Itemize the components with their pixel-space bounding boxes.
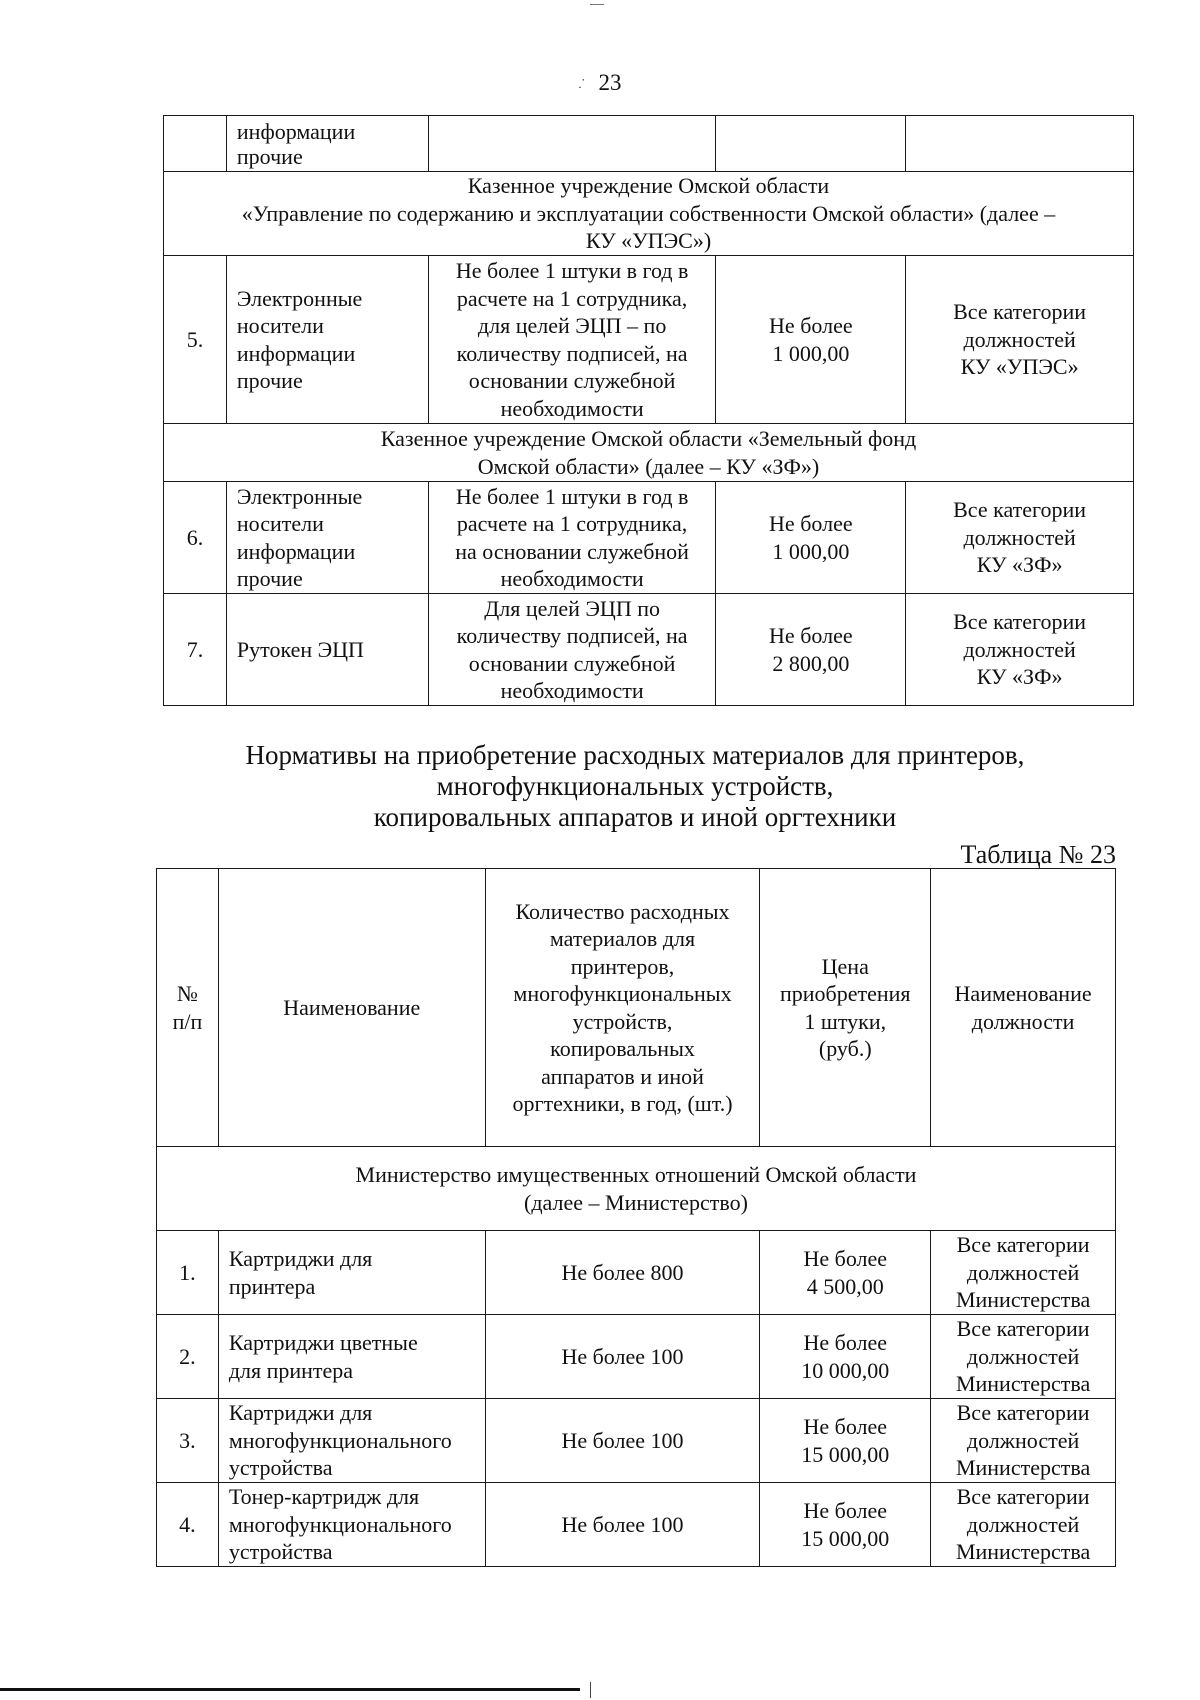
cell-position: Все категории должностей КУ «ЗФ» — [906, 594, 1134, 706]
cell-price: Не более 2 800,00 — [716, 594, 906, 706]
table-row — [164, 116, 1134, 172]
group-header-row — [157, 1147, 1116, 1231]
cell-price: Не более 15 000,00 — [760, 1399, 931, 1483]
cell-name: Тонер-картридж для многофункционального устройства — [218, 1483, 485, 1567]
cell-position: Все категории должностей Министерства — [931, 1315, 1116, 1399]
cell-num: 7. — [164, 594, 227, 706]
cell-quantity: Не более 100 — [485, 1483, 760, 1567]
group-header: Казенное учреждение Омской области «Управление по содержанию и эксплуатации собственности Омской области» (далее – КУ «УПЭС») — [164, 172, 1134, 256]
cell-name: информации прочие — [226, 116, 428, 172]
table-row — [157, 1231, 1116, 1315]
table-row — [157, 1483, 1116, 1567]
cell-quantity: Не более 100 — [485, 1399, 760, 1483]
cell-num: 6. — [164, 482, 227, 594]
cell-name: Электронные носители информации прочие — [226, 256, 428, 424]
cell-num — [164, 116, 227, 172]
cell-quantity — [428, 116, 716, 172]
page-edge-mark — [590, 0, 604, 5]
group-header: Казенное учреждение Омской области «Земельный фонд Омской области» (далее – КУ «ЗФ») — [164, 424, 1134, 482]
cell-name: Картриджи цветные для принтера — [218, 1315, 485, 1399]
scan-edge-line — [0, 1688, 580, 1691]
cell-quantity: Не более 100 — [485, 1315, 760, 1399]
table-row — [164, 482, 1134, 594]
cell-position: Все категории должностей Министерства — [931, 1399, 1116, 1483]
header-quantity: Количество расходных материалов для принтеров, многофункциональных устройств, копировальных аппаратов и иной оргтехники, в год, (шт.) — [485, 869, 760, 1147]
cell-position: Все категории должностей Министерства — [931, 1483, 1116, 1567]
cell-price: Не более 4 500,00 — [760, 1231, 931, 1315]
consumables-norms-table — [156, 868, 1116, 1567]
group-header-row — [164, 172, 1134, 256]
header-price: Цена приобретения 1 штуки, (руб.) — [760, 869, 931, 1147]
cell-price: Не более 1 000,00 — [716, 482, 906, 594]
cell-num: 2. — [157, 1315, 219, 1399]
table-row — [157, 1399, 1116, 1483]
cell-num: 3. — [157, 1399, 219, 1483]
cell-price: Не более 15 000,00 — [760, 1483, 931, 1567]
group-header: Министерство имущественных отношений Омской области (далее – Министерство) — [157, 1147, 1116, 1231]
cell-price — [716, 116, 906, 172]
table-row — [157, 1315, 1116, 1399]
cell-name: Картриджи для принтера — [218, 1231, 485, 1315]
table-row — [164, 594, 1134, 706]
table-header-row — [157, 869, 1116, 1147]
cell-position — [906, 116, 1134, 172]
page-edge-mark — [590, 1682, 591, 1698]
header-position: Наименование должности — [931, 869, 1116, 1147]
group-header-row — [164, 424, 1134, 482]
cell-quantity: Не более 800 — [485, 1231, 760, 1315]
cell-price: Не более 1 000,00 — [716, 256, 906, 424]
header-num: № п/п — [157, 869, 219, 1147]
cell-position: Все категории должностей Министерства — [931, 1231, 1116, 1315]
cell-quantity: Не более 1 штуки в год в расчете на 1 сотрудника, для целей ЭЦП – по количеству подписей, на основании служебной необходимости — [428, 256, 716, 424]
table-caption: Таблица № 23 — [960, 840, 1116, 869]
header-name: Наименование — [218, 869, 485, 1147]
cell-name: Электронные носители информации прочие — [226, 482, 428, 594]
cell-name: Картриджи для многофункционального устройства — [218, 1399, 485, 1483]
scan-mark: .ᐝ — [578, 77, 585, 92]
allocation-table-continued — [163, 115, 1134, 706]
cell-position: Все категории должностей КУ «УПЭС» — [906, 256, 1134, 424]
cell-num: 5. — [164, 256, 227, 424]
cell-name: Рутокен ЭЦП — [226, 594, 428, 706]
cell-num: 4. — [157, 1483, 219, 1567]
cell-quantity: Для целей ЭЦП по количеству подписей, на основании служебной необходимости — [428, 594, 716, 706]
cell-num: 1. — [157, 1231, 219, 1315]
cell-position: Все категории должностей КУ «ЗФ» — [906, 482, 1134, 594]
section-heading: Нормативы на приобретение расходных материалов для принтеров, многофункциональных устройств, копировальных аппаратов и иной оргтехники — [245, 740, 1025, 832]
cell-quantity: Не более 1 штуки в год в расчете на 1 сотрудника, на основании служебной необходимости — [428, 482, 716, 594]
cell-price: Не более 10 000,00 — [760, 1315, 931, 1399]
page-number-text: 23 — [598, 70, 622, 95]
page-number — [0, 70, 1200, 96]
table-row — [164, 256, 1134, 424]
